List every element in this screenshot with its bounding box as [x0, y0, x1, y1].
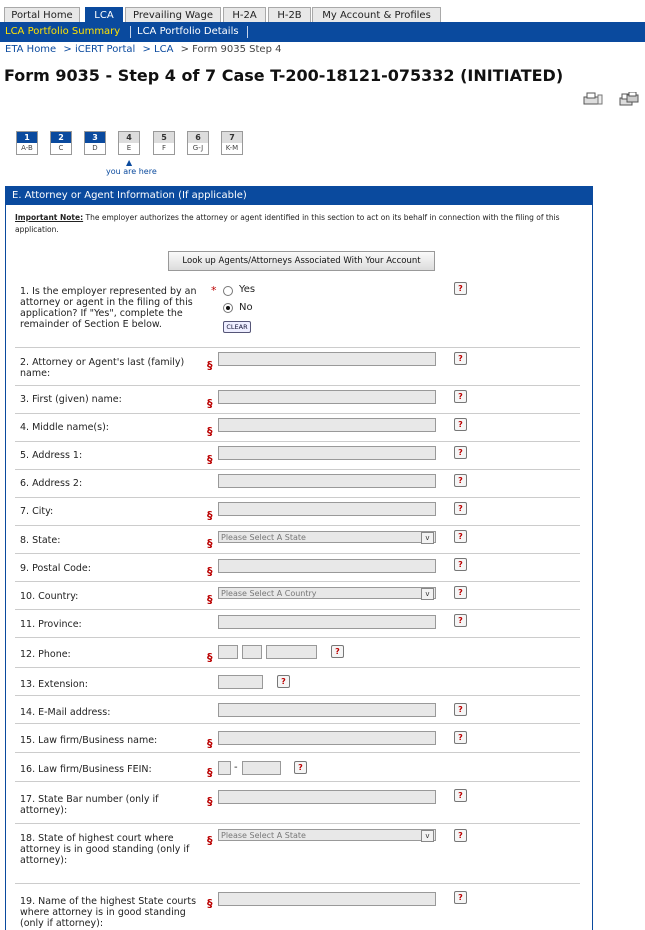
step-number: 5	[154, 132, 174, 143]
phone-area-code-input[interactable]	[242, 645, 262, 659]
required-icon: §	[207, 834, 213, 847]
question-8-row	[15, 525, 580, 554]
middle-name-input[interactable]	[218, 418, 436, 432]
help-icon[interactable]: ?	[454, 352, 467, 365]
step-label: E	[126, 144, 132, 152]
step-4	[118, 131, 140, 155]
required-icon: §	[207, 359, 213, 372]
question-16-label: 16. Law firm/Business FEIN:	[20, 764, 152, 775]
question-7-label: 7. City:	[20, 506, 54, 517]
chevron-down-icon: v	[421, 830, 434, 842]
help-icon[interactable]: ?	[454, 558, 467, 571]
required-icon: §	[207, 593, 213, 606]
help-icon[interactable]: ?	[454, 502, 467, 515]
section-title: E. Attorney or Agent Information (If applicable)	[6, 187, 592, 205]
q1-yes-label: Yes	[239, 284, 256, 295]
question-10-label: 10. Country:	[20, 591, 79, 602]
help-icon[interactable]: ?	[454, 282, 467, 295]
top-tabs	[0, 0, 645, 22]
step-3[interactable]	[84, 131, 106, 155]
step-1[interactable]	[16, 131, 38, 155]
subnav-divider	[130, 26, 131, 38]
province-input[interactable]	[218, 615, 436, 629]
question-4-label: 4. Middle name(s):	[20, 422, 109, 433]
fein-suffix-input[interactable]	[242, 761, 281, 775]
question-11-label: 11. Province:	[20, 619, 82, 630]
print-all-icon[interactable]	[619, 92, 639, 106]
address2-input[interactable]	[218, 474, 436, 488]
important-note	[15, 212, 580, 236]
state-bar-number-input[interactable]	[218, 790, 436, 804]
page-title: Form 9035 - Step 4 of 7 Case T-200-18121-075332 (INITIATED)	[4, 66, 564, 85]
help-icon[interactable]: ?	[454, 891, 467, 904]
step-label: C	[58, 144, 64, 152]
question-12-row	[15, 637, 580, 668]
lookup-agents-button[interactable]: Look up Agents/Attorneys Associated With Your Account	[168, 251, 435, 271]
required-icon: §	[207, 737, 213, 750]
question-1-label: 1. Is the employer represented by an attorney or agent in the filing of this application? If "Yes", complete the remainder of Section E below.	[20, 286, 197, 330]
fein-prefix-input[interactable]	[218, 761, 231, 775]
question-18-label: 18. State of highest court where attorney is in good standing (only if attorney):	[20, 833, 190, 866]
tab-my-account[interactable]: My Account & Profiles	[312, 7, 441, 23]
breadcrumb-lca[interactable]: > LCA	[142, 44, 174, 55]
attorney-last-name-input[interactable]	[218, 352, 436, 366]
required-icon: §	[207, 453, 213, 466]
highest-court-name-input[interactable]	[218, 892, 436, 906]
q1-yes-radio[interactable]	[223, 286, 233, 296]
step-6	[187, 131, 209, 155]
help-icon[interactable]: ?	[454, 390, 467, 403]
step-label: K-M	[225, 144, 239, 152]
q1-no-radio[interactable]	[223, 303, 233, 313]
note-text: The employer authorizes the attorney or agent identified in this section to act on its behalf in connection with the filing of this application.	[15, 213, 560, 234]
question-12-label: 12. Phone:	[20, 649, 71, 660]
required-icon: §	[207, 425, 213, 438]
tab-h2a[interactable]: H-2A	[223, 7, 266, 23]
required-icon: §	[207, 897, 213, 910]
up-arrow-icon: ▲	[126, 158, 133, 167]
help-icon[interactable]: ?	[454, 530, 467, 543]
email-input[interactable]	[218, 703, 436, 717]
help-icon[interactable]: ?	[454, 703, 467, 716]
tab-h2b[interactable]: H-2B	[268, 7, 311, 23]
subnav-portfolio-details[interactable]: LCA Portfolio Details	[137, 26, 239, 37]
highest-court-state-value: Please Select A State	[221, 831, 306, 840]
print-icon[interactable]	[583, 92, 603, 106]
required-icon: §	[207, 766, 213, 779]
fein-dash: -	[234, 762, 238, 773]
question-5-row	[15, 441, 580, 470]
step-number: 1	[17, 132, 37, 143]
question-5-label: 5. Address 1:	[20, 450, 83, 461]
question-9-row	[15, 553, 580, 582]
question-18-row	[15, 823, 580, 884]
breadcrumb-eta-home[interactable]: ETA Home	[5, 44, 57, 55]
help-icon[interactable]: ?	[454, 474, 467, 487]
step-number: 6	[188, 132, 208, 143]
step-label: A-B	[21, 144, 33, 152]
step-number: 4	[119, 132, 139, 143]
phone-country-code-input[interactable]	[218, 645, 238, 659]
question-16-row	[15, 752, 580, 782]
chevron-down-icon: v	[421, 532, 434, 544]
question-3-label: 3. First (given) name:	[20, 394, 122, 405]
help-icon[interactable]: ?	[454, 614, 467, 627]
breadcrumb-icert-portal[interactable]: > iCERT Portal	[63, 44, 136, 55]
law-firm-name-input[interactable]	[218, 731, 436, 745]
question-14-row	[15, 695, 580, 724]
breadcrumb	[5, 44, 285, 55]
required-icon: §	[207, 509, 213, 522]
step-label: G-J	[192, 144, 204, 152]
question-6-row	[15, 469, 580, 498]
step-label: D	[92, 144, 98, 152]
first-name-input[interactable]	[218, 390, 436, 404]
country-select-value: Please Select A Country	[221, 589, 317, 598]
question-19-label: 19. Name of the highest State courts where attorney is in good standing (only if attorney):	[20, 896, 197, 929]
question-3-row	[15, 385, 580, 414]
help-icon[interactable]: ?	[454, 446, 467, 459]
required-icon: §	[207, 565, 213, 578]
help-icon[interactable]: ?	[454, 731, 467, 744]
question-13-row	[15, 667, 580, 696]
step-2[interactable]	[50, 131, 72, 155]
tab-lca[interactable]: LCA	[85, 7, 123, 23]
phone-number-input[interactable]	[266, 645, 317, 659]
question-11-row	[15, 609, 580, 638]
required-asterisk: *	[211, 284, 217, 297]
chevron-down-icon: v	[421, 588, 434, 600]
question-4-row	[15, 413, 580, 442]
you-are-here-label: you are here	[106, 167, 157, 176]
sub-nav	[0, 22, 645, 42]
help-icon[interactable]: ?	[454, 829, 467, 842]
state-select[interactable]	[218, 531, 436, 543]
help-icon[interactable]: ?	[454, 418, 467, 431]
question-13-label: 13. Extension:	[20, 679, 88, 690]
step-5	[153, 131, 175, 155]
subnav-divider	[247, 26, 248, 38]
required-icon: §	[207, 397, 213, 410]
country-select[interactable]	[218, 587, 436, 599]
required-icon: §	[207, 651, 213, 664]
question-2-label: 2. Attorney or Agent's last (family) name:	[20, 357, 185, 379]
step-number: 3	[85, 132, 105, 143]
question-17-row	[15, 781, 580, 824]
help-icon[interactable]: ?	[294, 761, 307, 774]
breadcrumb-current: > Form 9035 Step 4	[180, 44, 282, 55]
question-2-row	[15, 347, 580, 386]
help-icon[interactable]: ?	[454, 789, 467, 802]
step-7	[221, 131, 243, 155]
note-label: Important Note:	[15, 213, 84, 222]
step-number: 2	[51, 132, 71, 143]
question-1-row	[15, 281, 580, 348]
question-17-label: 17. State Bar number (only if attorney):	[20, 794, 159, 816]
step-label: F	[161, 144, 167, 152]
question-6-label: 6. Address 2:	[20, 478, 83, 489]
highest-court-state-select[interactable]	[218, 829, 436, 841]
question-15-label: 15. Law firm/Business name:	[20, 735, 158, 746]
required-icon: §	[207, 795, 213, 808]
question-10-row	[15, 581, 580, 610]
address1-input[interactable]	[218, 446, 436, 460]
tab-portal-home[interactable]: Portal Home	[4, 7, 80, 23]
help-icon[interactable]: ?	[454, 586, 467, 599]
postal-code-input[interactable]	[218, 559, 436, 573]
section-e-panel	[5, 186, 593, 930]
help-icon[interactable]: ?	[277, 675, 290, 688]
city-input[interactable]	[218, 502, 436, 516]
question-14-label: 14. E-Mail address:	[20, 707, 111, 718]
question-9-label: 9. Postal Code:	[20, 563, 91, 574]
extension-input[interactable]	[218, 675, 263, 689]
question-15-row	[15, 723, 580, 753]
subnav-portfolio-summary[interactable]: LCA Portfolio Summary	[5, 26, 121, 37]
step-number: 7	[222, 132, 242, 143]
state-select-value: Please Select A State	[221, 533, 306, 542]
q1-clear-button[interactable]: CLEAR	[223, 321, 251, 333]
question-19-row	[15, 883, 580, 930]
question-7-row	[15, 497, 580, 526]
question-8-label: 8. State:	[20, 535, 61, 546]
help-icon[interactable]: ?	[331, 645, 344, 658]
q1-no-label: No	[239, 302, 253, 313]
required-icon: §	[207, 537, 213, 550]
tab-prevailing-wage[interactable]: Prevailing Wage	[125, 7, 221, 23]
